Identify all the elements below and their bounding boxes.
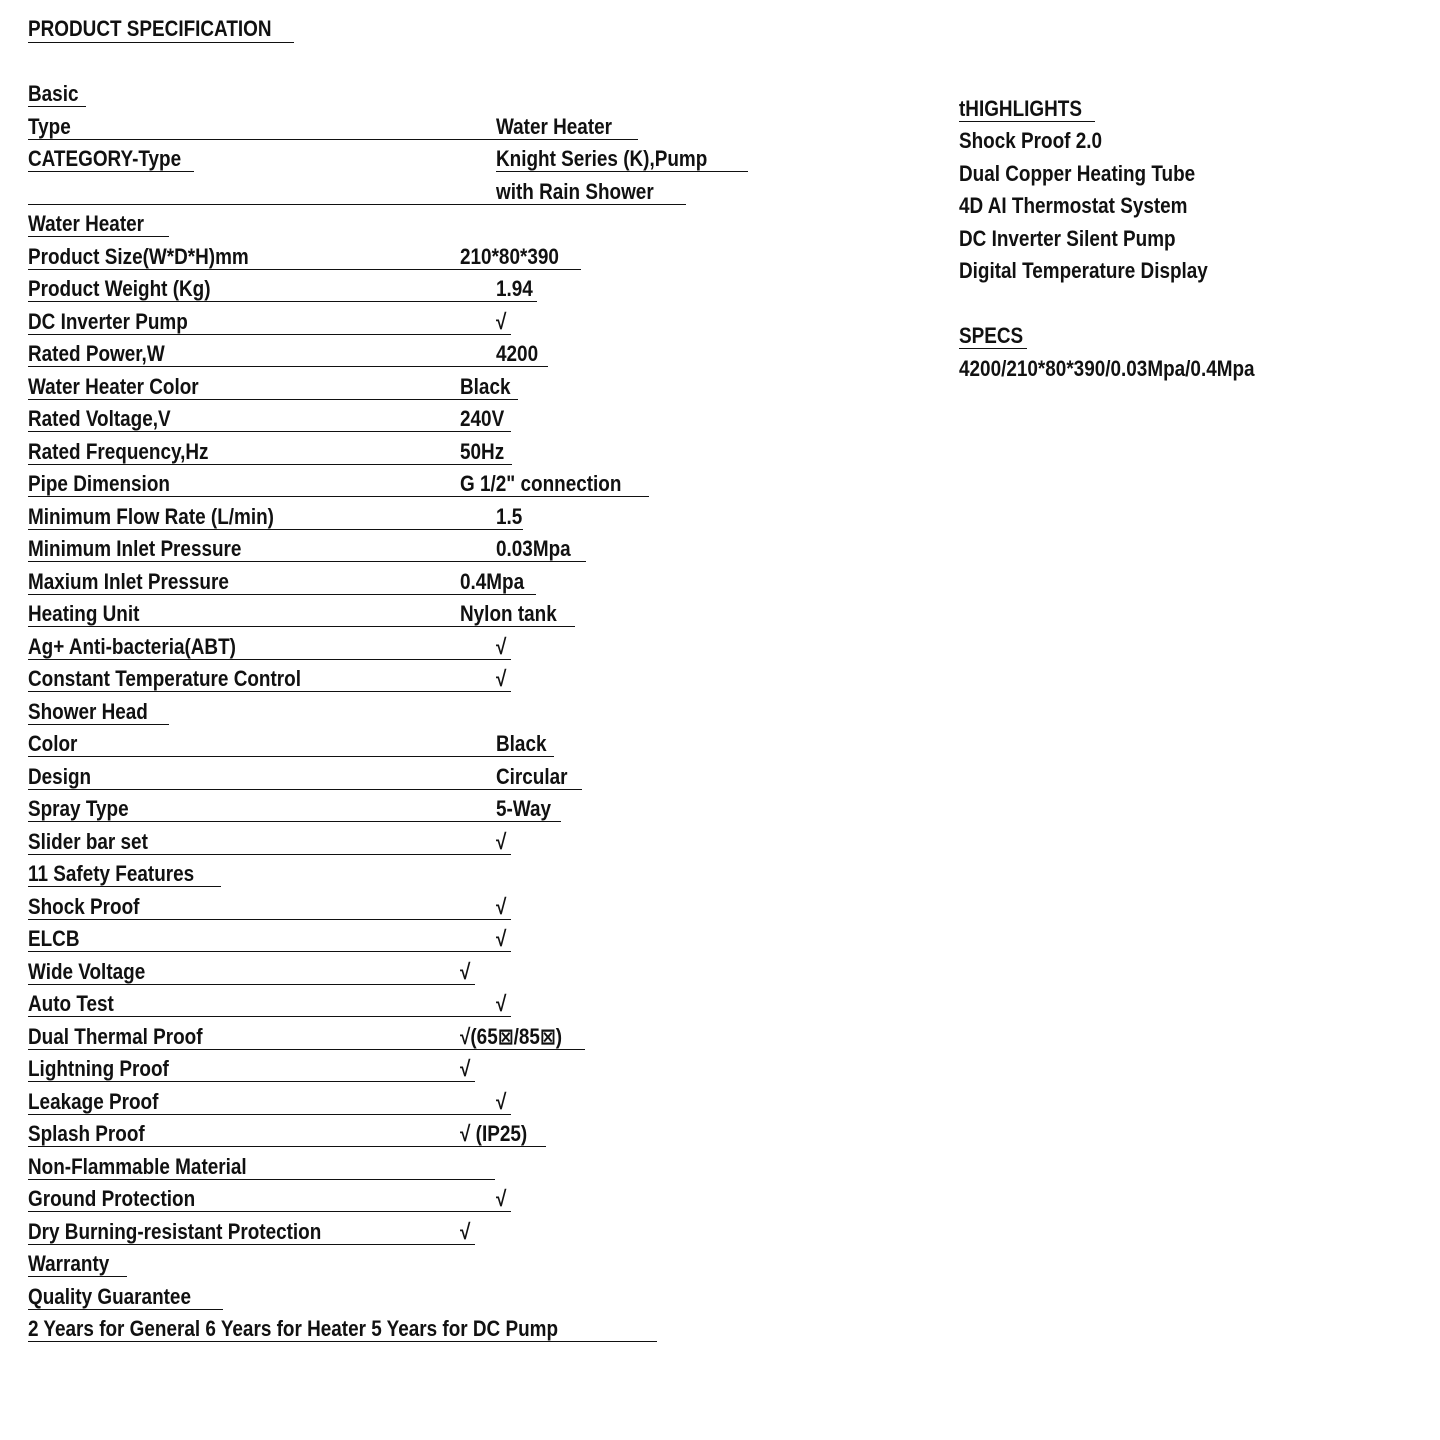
row-underline — [28, 919, 511, 920]
highlight-item: 4D AI Thermostat System — [959, 193, 1188, 218]
row-label-heating-unit: Heating Unit — [28, 601, 140, 626]
row-underline — [28, 204, 686, 205]
row-underline — [28, 366, 548, 367]
row-label-product-size: Product Size(W*D*H)mm — [28, 244, 249, 269]
row-underline — [28, 756, 554, 757]
row-label-constant-temp: Constant Temperature Control — [28, 666, 301, 691]
row-underline — [28, 984, 475, 985]
row-label-rated-frequency: Rated Frequency,Hz — [28, 439, 209, 464]
highlight-item: Dual Copper Heating Tube — [959, 161, 1196, 186]
row-underline — [28, 399, 518, 400]
row-underline — [28, 496, 649, 497]
row-label-spray-type: Spray Type — [28, 796, 129, 821]
highlights-heading-underline — [959, 121, 1095, 122]
row-underline — [28, 464, 512, 465]
row-value-ag-anti-bacteria: √ — [496, 634, 507, 659]
row-value-min-flow-rate: 1.5 — [496, 504, 523, 529]
row-label-non-flammable: Non-Flammable Material — [28, 1154, 247, 1179]
warranty-text: 2 Years for General 6 Years for Heater 5 Years for DC Pump — [28, 1316, 559, 1341]
section-safety-underline — [28, 886, 221, 887]
row-label-ag-anti-bacteria: Ag+ Anti-bacteria(ABT) — [28, 634, 236, 659]
row-label-leakage-proof: Leakage Proof — [28, 1089, 159, 1114]
row-label-rated-voltage: Rated Voltage,V — [28, 406, 171, 431]
row-label-lightning-proof: Lightning Proof — [28, 1056, 169, 1081]
row-underline — [28, 659, 511, 660]
highlights-heading: tHIGHLIGHTS — [959, 96, 1082, 121]
row-value-product-size: 210*80*390 — [460, 244, 559, 269]
row-label-min-inlet-pressure: Minimum Inlet Pressure — [28, 536, 242, 561]
row-label-dry-burning: Dry Burning-resistant Protection — [28, 1219, 322, 1244]
row-underline — [28, 789, 582, 790]
row-label-design: Design — [28, 764, 92, 789]
row-label-max-inlet-pressure: Maxium Inlet Pressure — [28, 569, 229, 594]
highlight-item: Digital Temperature Display — [959, 258, 1208, 283]
row-underline — [28, 334, 511, 335]
row-label-shock-proof: Shock Proof — [28, 894, 140, 919]
row-value-shock-proof: √ — [496, 894, 507, 919]
section-water-heater-underline — [28, 236, 169, 237]
row-underline — [28, 951, 511, 952]
row-underline — [28, 1081, 475, 1082]
row-label-type: Type — [28, 114, 71, 139]
row-underline — [28, 269, 581, 270]
row-value-wide-voltage: √ — [460, 959, 471, 984]
row-underline — [28, 529, 523, 530]
row-value-rated-power: 4200 — [496, 341, 539, 366]
row-label-pipe-dimension: Pipe Dimension — [28, 471, 170, 496]
row-value-category-line2: with Rain Shower — [496, 179, 654, 204]
row-label-product-weight: Product Weight (Kg) — [28, 276, 211, 301]
row-underline — [28, 1211, 511, 1212]
row-underline — [28, 301, 537, 302]
row-value-rated-voltage: 240V — [460, 406, 505, 431]
row-value-ground-protection: √ — [496, 1186, 507, 1211]
row-value-constant-temp: √ — [496, 666, 507, 691]
row-value-auto-test: √ — [496, 991, 507, 1016]
page-title: PRODUCT SPECIFICATION — [28, 16, 272, 41]
row-label-splash-proof: Splash Proof — [28, 1121, 145, 1146]
row-value-rated-frequency: 50Hz — [460, 439, 505, 464]
row-underline — [28, 1146, 546, 1147]
row-underline — [28, 594, 536, 595]
quality-guarantee-heading: Quality Guarantee — [28, 1284, 191, 1309]
row-underline — [28, 691, 511, 692]
highlight-item: DC Inverter Silent Pump — [959, 226, 1176, 251]
section-warranty: Warranty — [28, 1251, 110, 1276]
row-underline — [28, 1016, 511, 1017]
row-label-wide-voltage: Wide Voltage — [28, 959, 146, 984]
row-label-water-heater-color: Water Heater Color — [28, 374, 199, 399]
row-underline — [28, 821, 561, 822]
row-value-slider-bar: √ — [496, 829, 507, 854]
specs-text: 4200/210*80*390/0.03Mpa/0.4Mpa — [959, 356, 1255, 381]
row-underline — [28, 561, 586, 562]
row-value-splash-proof: √ (IP25) — [460, 1121, 528, 1146]
section-water-heater: Water Heater — [28, 211, 145, 236]
row-underline — [28, 854, 511, 855]
row-value-category: Knight Series (K),Pump — [496, 146, 708, 171]
row-value-lightning-proof: √ — [460, 1056, 471, 1081]
section-safety-features: 11 Safety Features — [28, 861, 195, 886]
row-underline — [28, 1114, 511, 1115]
warranty-text-underline — [28, 1341, 657, 1342]
row-value-type: Water Heater — [496, 114, 613, 139]
row-label-category: CATEGORY-Type — [28, 146, 182, 171]
highlight-item: Shock Proof 2.0 — [959, 128, 1103, 153]
row-value-design: Circular — [496, 764, 568, 789]
section-warranty-underline — [28, 1276, 127, 1277]
row-underline — [28, 1049, 585, 1050]
section-shower-head-underline — [28, 724, 169, 725]
row-label-auto-test: Auto Test — [28, 991, 114, 1016]
quality-guarantee-underline — [28, 1309, 223, 1310]
row-value-product-weight: 1.94 — [496, 276, 533, 301]
section-shower-head: Shower Head — [28, 699, 148, 724]
row-label-slider-bar: Slider bar set — [28, 829, 148, 854]
section-basic-underline — [28, 106, 86, 107]
row-value-shower-color: Black — [496, 731, 547, 756]
row-label-elcb: ELCB — [28, 926, 80, 951]
row-value-leakage-proof: √ — [496, 1089, 507, 1114]
section-basic: Basic — [28, 81, 79, 106]
row-label-shower-color: Color — [28, 731, 78, 756]
row-underline — [28, 626, 575, 627]
row-value-max-inlet-pressure: 0.4Mpa — [460, 569, 525, 594]
title-underline — [28, 42, 294, 43]
row-underline — [28, 139, 638, 140]
row-label-rated-power: Rated Power,W — [28, 341, 165, 366]
specs-heading: SPECS — [959, 323, 1024, 348]
row-value-spray-type: 5-Way — [496, 796, 552, 821]
row-underline — [28, 431, 511, 432]
row-underline — [28, 171, 194, 172]
row-label-dc-inverter-pump: DC Inverter Pump — [28, 309, 188, 334]
row-value-min-inlet-pressure: 0.03Mpa — [496, 536, 571, 561]
row-label-ground-protection: Ground Protection — [28, 1186, 196, 1211]
specs-heading-underline — [959, 348, 1027, 349]
row-value-dc-inverter-pump: √ — [496, 309, 507, 334]
row-value-elcb: √ — [496, 926, 507, 951]
row-underline — [28, 1179, 495, 1180]
row-label-dual-thermal-proof: Dual Thermal Proof — [28, 1024, 203, 1049]
row-value-pipe-dimension: G 1/2" connection — [460, 471, 622, 496]
row-value-dual-thermal-proof: √(65⊠/85⊠) — [460, 1024, 563, 1049]
row-underline — [496, 171, 748, 172]
row-value-heating-unit: Nylon tank — [460, 601, 557, 626]
row-value-dry-burning: √ — [460, 1219, 471, 1244]
row-value-water-heater-color: Black — [460, 374, 511, 399]
row-label-min-flow-rate: Minimum Flow Rate (L/min) — [28, 504, 274, 529]
row-underline — [28, 1244, 475, 1245]
